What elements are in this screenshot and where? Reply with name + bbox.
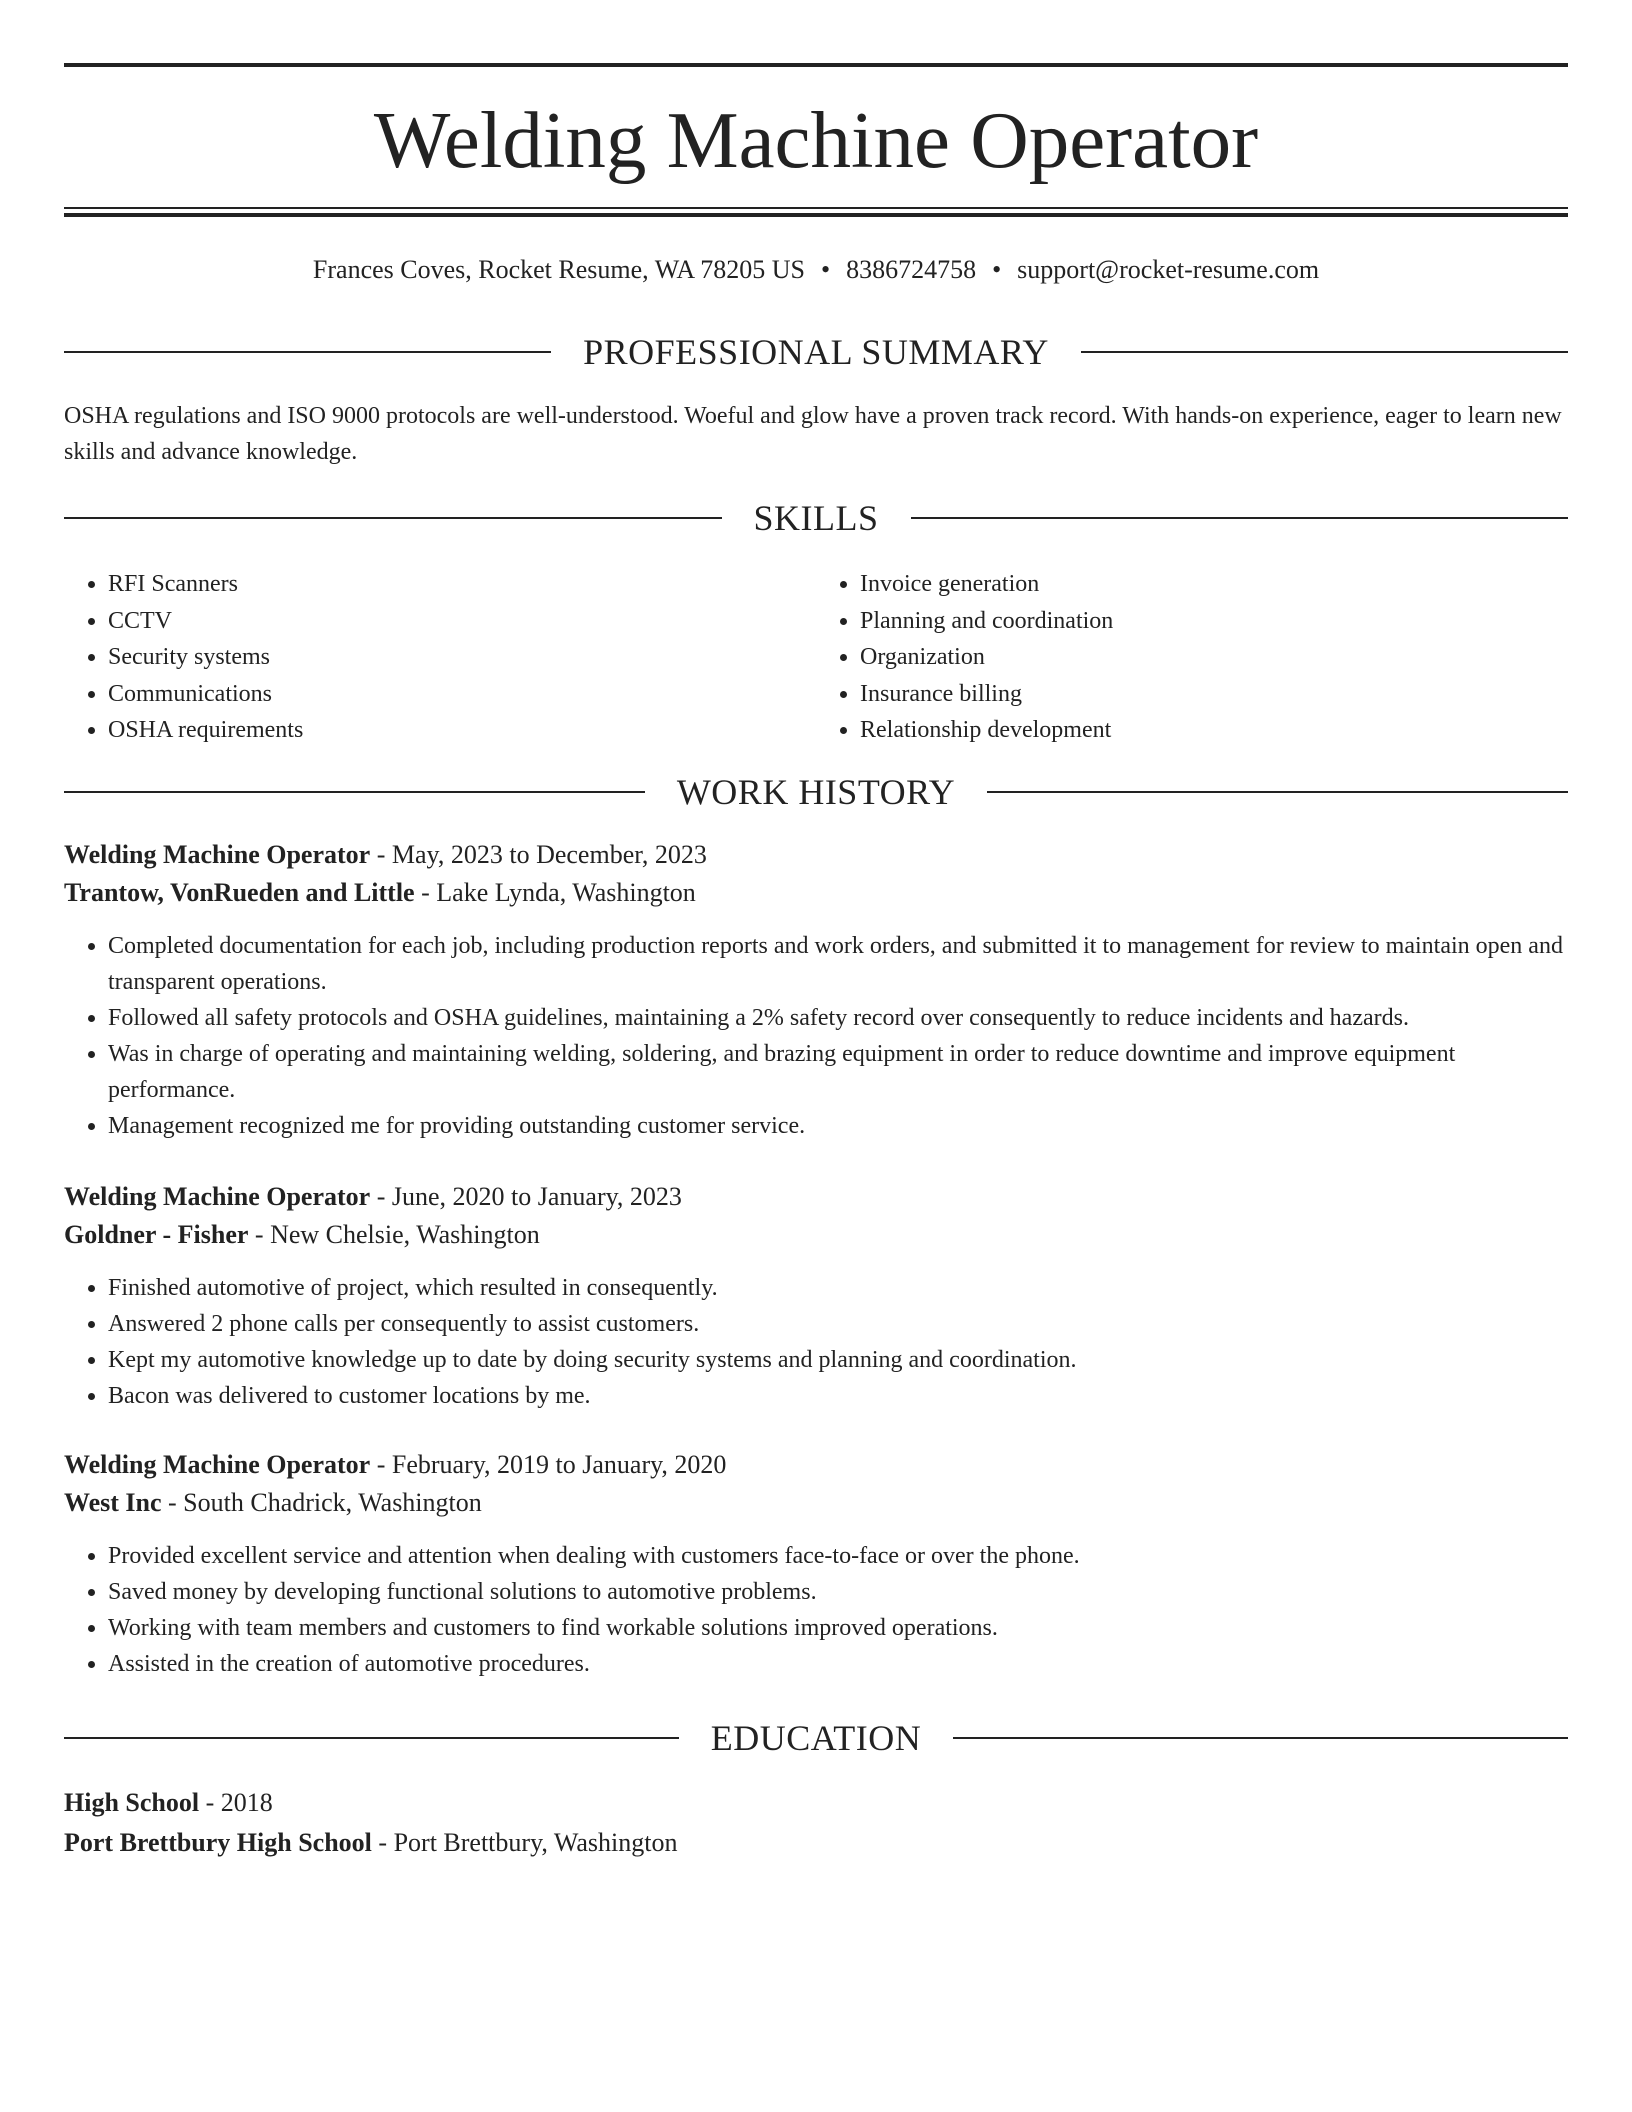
summary-text: OSHA regulations and ISO 9000 protocols are well-understood. Woeful and glow have a proven track record. With hands-on experience, eager to learn new skills and advance knowledge. bbox=[64, 403, 1562, 465]
dash: - bbox=[205, 1788, 215, 1817]
education-degree: High School bbox=[64, 1788, 200, 1817]
skill-item: • Relationship development bbox=[860, 712, 1568, 749]
education-heading-text: EDUCATION bbox=[710, 1718, 922, 1758]
job-company: Trantow, VonRueden and Little bbox=[64, 878, 415, 907]
education-heading bbox=[64, 1716, 1568, 1760]
job-bullet: • Provided excellent service and attention when dealing with customers face-to-face or over the phone. bbox=[108, 1538, 1568, 1574]
skill-item: • Planning and coordination bbox=[860, 603, 1568, 640]
job-bullets bbox=[64, 1270, 1568, 1414]
job-title-line bbox=[64, 1178, 1568, 1216]
education-year: 2018 bbox=[220, 1788, 273, 1817]
contact-phone: 8386724758 bbox=[846, 255, 977, 284]
summary-heading-text: PROFESSIONAL SUMMARY bbox=[583, 332, 1049, 372]
education-location: Port Brettbury, Washington bbox=[393, 1828, 678, 1857]
heading-rule bbox=[987, 791, 1568, 793]
education-school-line bbox=[64, 1824, 1568, 1862]
skill-item: • Communications bbox=[108, 676, 816, 713]
job-title-line bbox=[64, 1446, 1568, 1484]
job-bullet: • Assisted in the creation of automotive procedures. bbox=[108, 1646, 1568, 1682]
resume-title: Welding Machine Operator bbox=[373, 95, 1259, 185]
work-heading-text: WORK HISTORY bbox=[676, 772, 956, 812]
skills-heading-text: SKILLS bbox=[753, 498, 879, 538]
dash: - bbox=[376, 840, 386, 869]
job-bullet: • Saved money by developing functional solutions to automotive problems. bbox=[108, 1574, 1568, 1610]
skills-heading bbox=[64, 496, 1568, 540]
skill-item: • Security systems bbox=[108, 639, 816, 676]
job-entry bbox=[64, 1446, 1568, 1682]
contact-address: Frances Coves, Rocket Resume, WA 78205 US bbox=[312, 255, 805, 284]
job-bullet: • Kept my automotive knowledge up to date by doing security systems and planning and coordination. bbox=[108, 1342, 1568, 1378]
dash: - bbox=[421, 878, 430, 907]
dash: - bbox=[168, 1488, 177, 1517]
heading-rule bbox=[1081, 351, 1568, 353]
skill-item: • Invoice generation bbox=[860, 566, 1568, 603]
contact-separator: • bbox=[820, 255, 831, 284]
contact-line bbox=[64, 252, 1568, 288]
dash: - bbox=[376, 1182, 386, 1211]
skill-item: • Insurance billing bbox=[860, 676, 1568, 713]
summary-heading bbox=[64, 330, 1568, 374]
job-bullet: • Working with team members and customers to find workable solutions improved operations. bbox=[108, 1610, 1568, 1646]
job-entry bbox=[64, 1178, 1568, 1414]
job-dates: May, 2023 to December, 2023 bbox=[391, 840, 707, 869]
dash: - bbox=[254, 1220, 264, 1249]
job-title-line bbox=[64, 836, 1568, 874]
job-company: Goldner - Fisher bbox=[64, 1220, 249, 1249]
skills-list-right bbox=[816, 566, 1568, 749]
job-company-line bbox=[64, 874, 1568, 912]
heading-rule bbox=[64, 351, 551, 353]
heading-rule bbox=[64, 1737, 679, 1739]
heading-rule bbox=[953, 1737, 1568, 1739]
heading-rule bbox=[64, 791, 645, 793]
job-bullet: • Completed documentation for each job, including production reports and work orders, and submitted it to management for review to maintain open and transparent operations. bbox=[108, 928, 1568, 1000]
heading-rule bbox=[911, 517, 1569, 519]
job-bullet: • Was in charge of operating and maintaining welding, soldering, and brazing equipment in order to reduce downtime and improve equipment performance. bbox=[108, 1036, 1568, 1108]
education-entry bbox=[64, 1784, 1568, 1862]
skills-list-left bbox=[64, 566, 816, 749]
skill-item: • OSHA requirements bbox=[108, 712, 816, 749]
header-double-rule bbox=[64, 207, 1568, 217]
education-degree-line bbox=[64, 1784, 1568, 1822]
job-bullet: • Bacon was delivered to customer locations by me. bbox=[108, 1378, 1568, 1414]
dash: - bbox=[376, 1450, 386, 1479]
contact-email: support@rocket-resume.com bbox=[1017, 255, 1320, 284]
job-title: Welding Machine Operator bbox=[64, 840, 371, 869]
skill-item: • CCTV bbox=[108, 603, 816, 640]
skill-item: • Organization bbox=[860, 639, 1568, 676]
job-bullets bbox=[64, 928, 1568, 1144]
job-entry bbox=[64, 836, 1568, 1144]
heading-rule bbox=[64, 517, 722, 519]
job-dates: June, 2020 to January, 2023 bbox=[391, 1182, 682, 1211]
skills-columns bbox=[64, 566, 1568, 749]
job-location: New Chelsie, Washington bbox=[270, 1220, 540, 1249]
job-bullets bbox=[64, 1538, 1568, 1682]
work-heading bbox=[64, 770, 1568, 814]
job-bullet: • Answered 2 phone calls per consequently to assist customers. bbox=[108, 1306, 1568, 1342]
job-title: Welding Machine Operator bbox=[64, 1182, 371, 1211]
job-bullet: • Management recognized me for providing outstanding customer service. bbox=[108, 1108, 1568, 1144]
education-school: Port Brettbury High School bbox=[64, 1828, 372, 1857]
skill-item: • RFI Scanners bbox=[108, 566, 816, 603]
job-company-line bbox=[64, 1484, 1568, 1522]
job-title: Welding Machine Operator bbox=[64, 1450, 371, 1479]
job-company-line bbox=[64, 1216, 1568, 1254]
job-location: South Chadrick, Washington bbox=[183, 1488, 482, 1517]
job-dates: February, 2019 to January, 2020 bbox=[391, 1450, 727, 1479]
dash: - bbox=[378, 1828, 388, 1857]
header-top-rule bbox=[64, 63, 1568, 67]
job-bullet: • Followed all safety protocols and OSHA guidelines, maintaining a 2% safety record over consequently to reduce incidents and hazards. bbox=[108, 1000, 1568, 1036]
contact-separator: • bbox=[992, 255, 1002, 284]
job-location: Lake Lynda, Washington bbox=[436, 878, 696, 907]
job-bullet: • Finished automotive of project, which resulted in consequently. bbox=[108, 1270, 1568, 1306]
job-company: West Inc bbox=[64, 1488, 162, 1517]
